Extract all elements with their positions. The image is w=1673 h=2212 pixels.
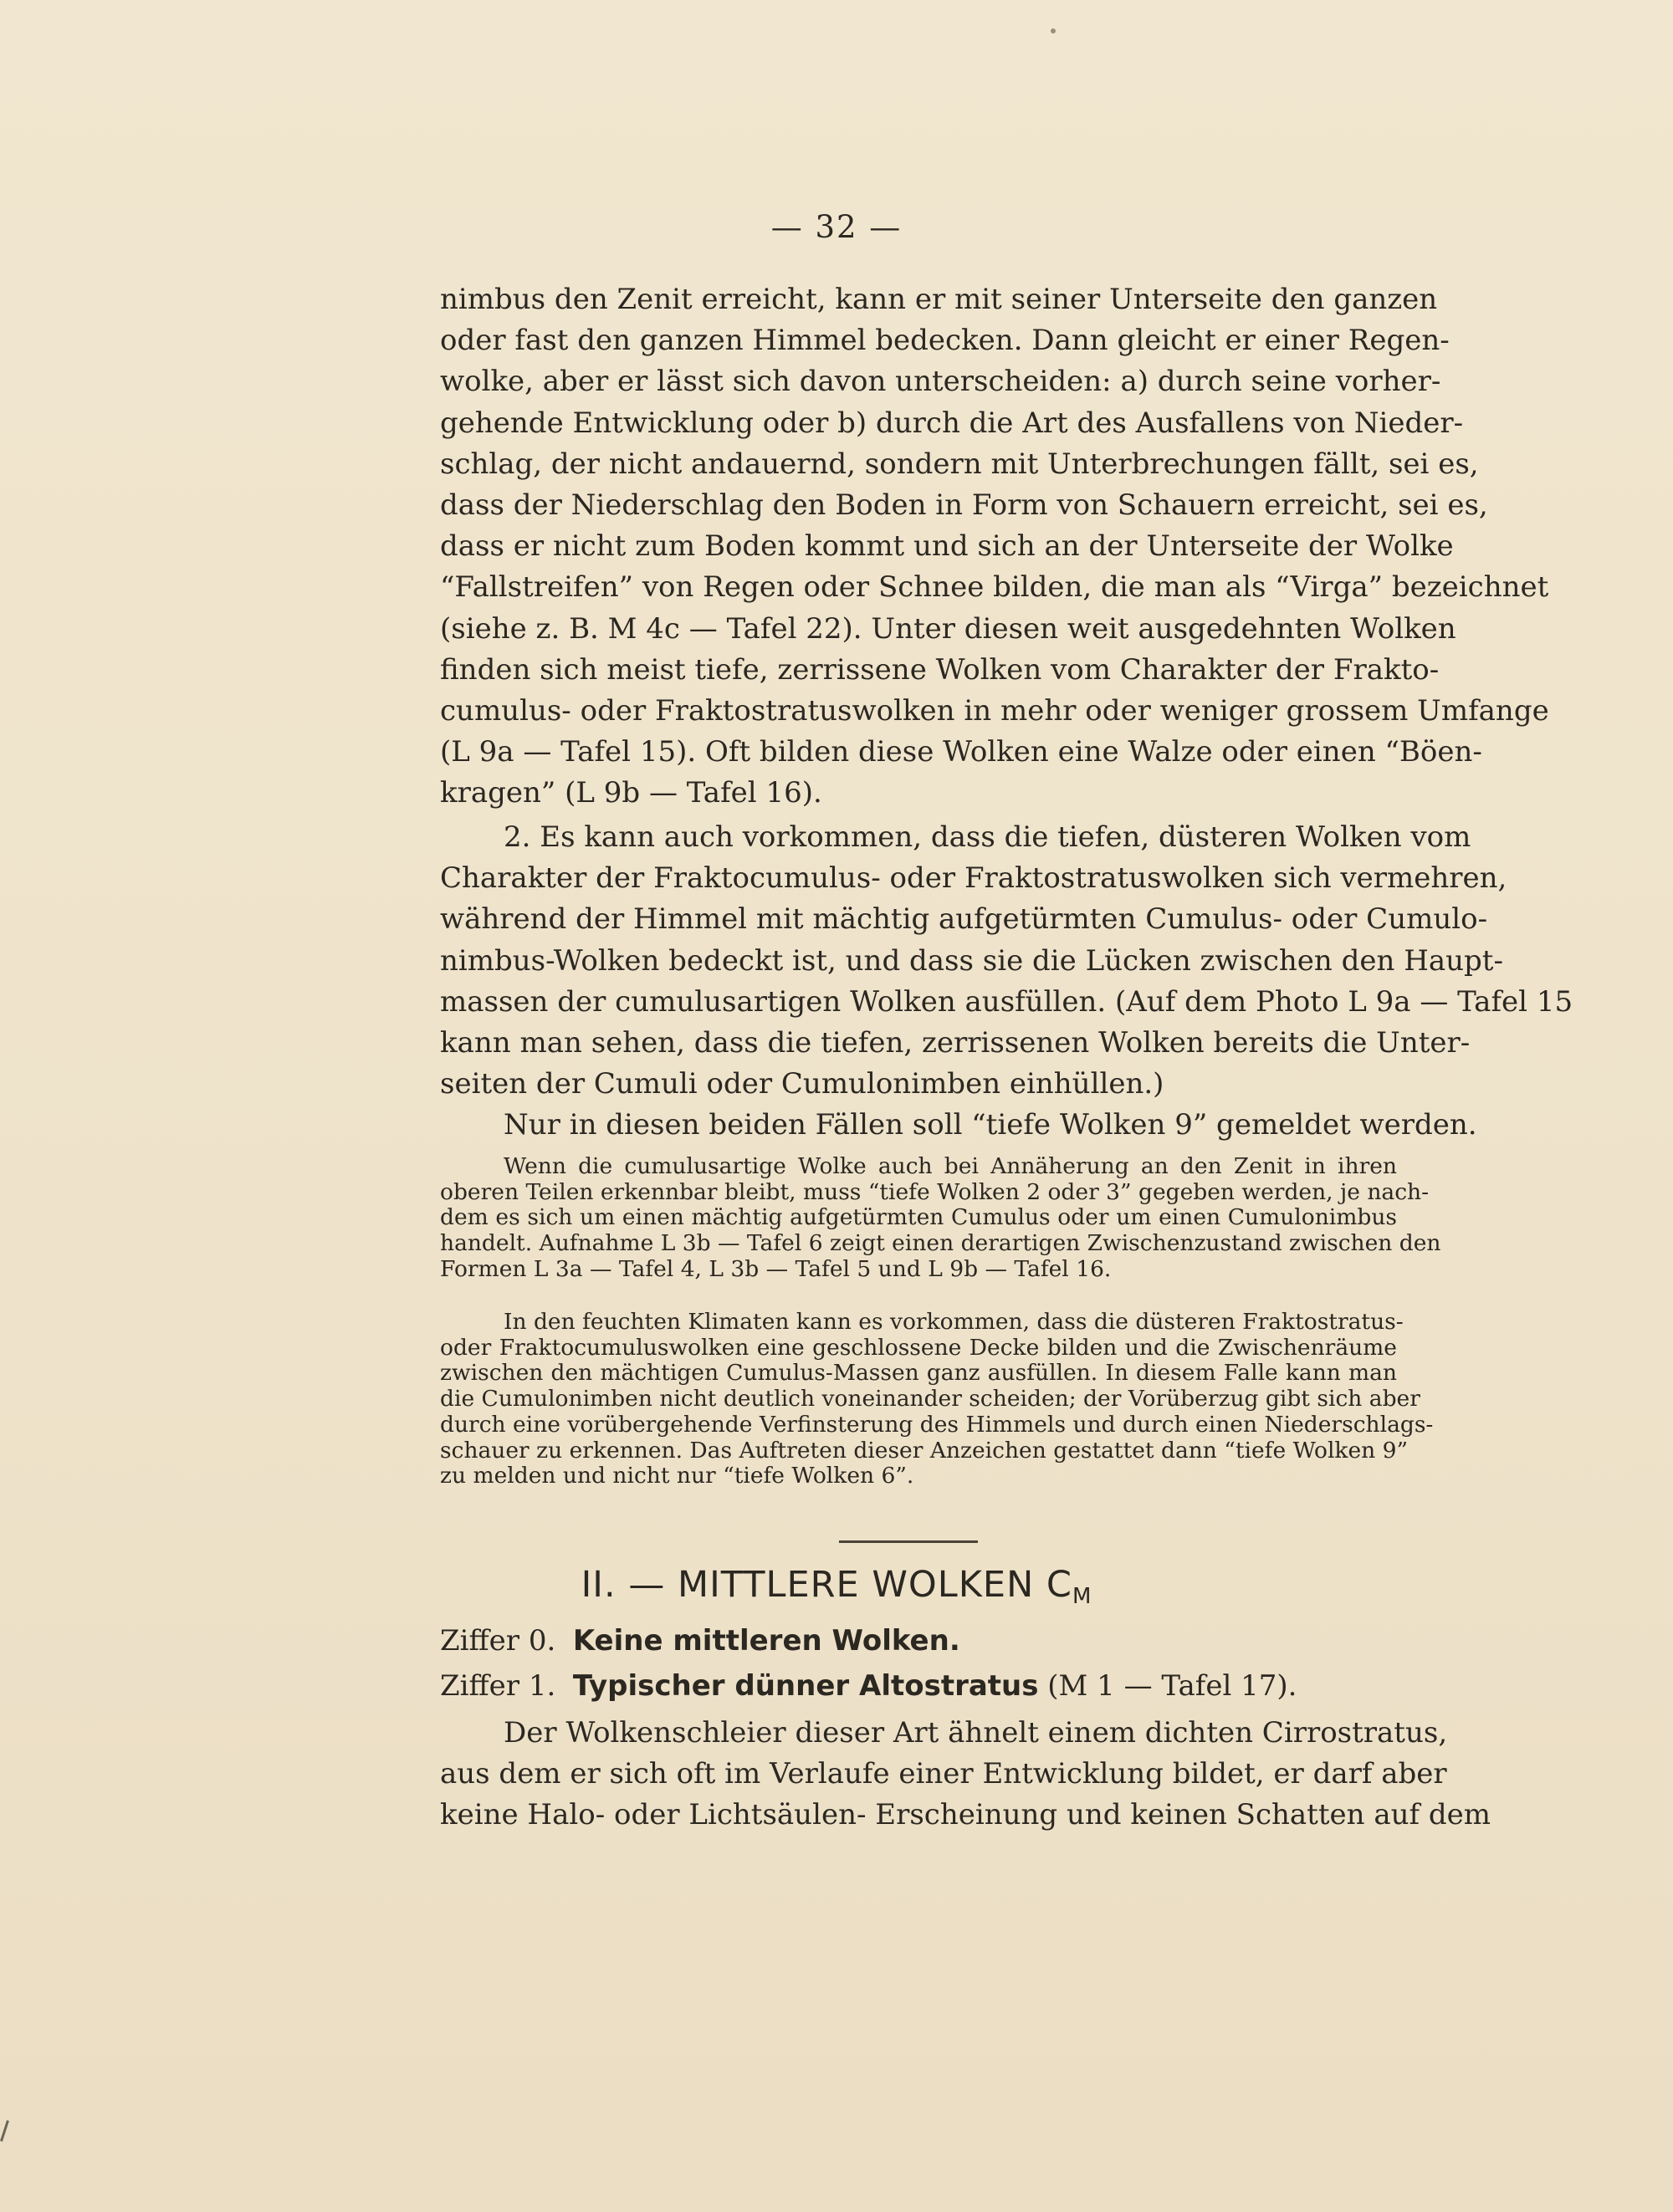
- footnote-2: [440, 1309, 1434, 1489]
- text-line: kann man sehen, dass die tiefen, zerrissenen Wolken bereits die Unter-: [440, 1026, 1471, 1060]
- ink-speck: [1051, 28, 1056, 33]
- text-line: seiten der Cumuli oder Cumulonimben einhüllen.): [440, 1067, 1164, 1101]
- text-line: “Fallstreifen” von Regen oder Schnee bilden, die man als “Virga” bezeichnet: [440, 570, 1549, 605]
- text-line: massen der cumulusartigen Wolken ausfüllen. (Auf dem Photo L 9a — Tafel 15: [440, 984, 1573, 1019]
- note-line: schauer zu erkennen. Das Auftreten dieser Anzeichen gestattet dann “tiefe Wolken 9”: [440, 1437, 1409, 1464]
- ziffer-1: [440, 1669, 1427, 1703]
- text-line: Charakter der Fraktocumulus- oder Fraktostratuswolken sich vermehren,: [440, 861, 1507, 896]
- note-line: Wenn die cumulusartige Wolke auch bei Annäherung an den Zenit in ihren: [504, 1153, 1397, 1179]
- text-line: cumulus- oder Fraktostratuswolken in mehr oder weniger grossem Umfange: [440, 694, 1549, 728]
- section-heading: [0, 1564, 1673, 1609]
- text-line: oder fast den ganzen Himmel bedecken. Dann gleicht er einer Regen-: [440, 324, 1450, 358]
- ziffer-title: Keine mittleren Wolken.: [572, 1624, 960, 1658]
- note-line: zu melden und nicht nur “tiefe Wolken 6”.: [440, 1463, 914, 1489]
- text-line: keine Halo- oder Lichtsäulen- Erscheinung und keinen Schatten auf dem: [440, 1798, 1491, 1832]
- paragraph-1: [440, 279, 1549, 815]
- text-line: 2. Es kann auch vorkommen, dass die tiefen, düsteren Wolken vom: [504, 820, 1471, 854]
- edge-mark: [0, 2120, 9, 2142]
- section-divider: [839, 1540, 978, 1543]
- note-line: Formen L 3a — Tafel 4, L 3b — Tafel 5 und L 9b — Tafel 16.: [440, 1255, 1112, 1282]
- text-line: Der Wolkenschleier dieser Art ähnelt einem dichten Cirrostratus,: [504, 1716, 1448, 1750]
- text-line: dass er nicht zum Boden kommt und sich an der Unterseite der Wolke: [440, 529, 1454, 564]
- ziffer-label: Ziffer 0.: [440, 1624, 556, 1658]
- text-line: aus dem er sich oft im Verlaufe einer Entwicklung bildet, er darf aber: [440, 1757, 1447, 1791]
- note-line: die Cumulonimben nicht deutlich voneinander scheiden; der Vorüberzug gibt sich aber: [440, 1386, 1420, 1413]
- footnote-1: [440, 1153, 1441, 1283]
- text-line: kragen” (L 9b — Tafel 16).: [440, 776, 822, 810]
- text-line: nimbus den Zenit erreicht, kann er mit seiner Unterseite den ganzen: [440, 283, 1438, 316]
- text-line: Nur in diesen beiden Fällen soll “tiefe Wolken 9” gemeldet werden.: [504, 1108, 1477, 1142]
- section-heading-text: II. — MITTLERE WOLKEN C: [581, 1564, 1072, 1606]
- text-line: (siehe z. B. M 4c — Tafel 22). Unter diesen weit ausgedehnten Wolken: [440, 611, 1456, 646]
- text-line: schlag, der nicht andauernd, sondern mit Unterbrechungen fällt, sei es,: [440, 447, 1479, 481]
- text-line: (L 9a — Tafel 15). Oft bilden diese Wolken eine Walze oder einen “Böen-: [440, 735, 1482, 769]
- page-number: — 32 —: [770, 209, 903, 245]
- paragraph-4: [440, 1713, 1491, 1837]
- paragraph-3: [440, 1105, 1477, 1146]
- text-line: wolke, aber er lässt sich davon unterscheiden: a) durch seine vorher-: [440, 365, 1441, 399]
- text-line: gehende Entwicklung oder b) durch die Art des Ausfallens von Nieder-: [440, 406, 1464, 440]
- ziffer-label: Ziffer 1.: [440, 1669, 556, 1703]
- paragraph-2: [440, 817, 1573, 1105]
- text-line: während der Himmel mit mächtig aufgetürmten Cumulus- oder Cumulo-: [440, 902, 1488, 937]
- ziffer-title: Typischer dünner Altostratus: [572, 1669, 1039, 1703]
- note-line: handelt. Aufnahme L 3b — Tafel 6 zeigt einen derartigen Zwischenzustand zwischen den: [440, 1230, 1441, 1257]
- note-line: In den feuchten Klimaten kann es vorkommen, dass die düsteren Fraktostratus-: [504, 1309, 1404, 1335]
- text-line: dass der Niederschlag den Boden in Form von Schauern erreicht, sei es,: [440, 488, 1488, 523]
- section-heading-subscript: M: [1072, 1584, 1092, 1609]
- text-line: finden sich meist tiefe, zerrissene Wolken vom Charakter der Frakto-: [440, 652, 1440, 687]
- note-line: dem es sich um einen mächtig aufgetürmten Cumulus oder um einen Cumulonimbus: [440, 1204, 1397, 1231]
- note-line: oberen Teilen erkennbar bleibt, muss “tiefe Wolken 2 oder 3” gegeben werden, je nach-: [440, 1178, 1430, 1205]
- ziffer-reference: (M 1 — Tafel 17).: [1047, 1669, 1297, 1703]
- text-line: nimbus-Wolken bedeckt ist, und dass sie die Lücken zwischen den Haupt-: [440, 943, 1503, 978]
- note-line: durch eine vorübergehende Verfinsterung des Himmels und durch einen Niederschlags-: [440, 1411, 1434, 1438]
- note-line: zwischen den mächtigen Cumulus-Massen ganz ausfüllen. In diesem Falle kann man: [440, 1360, 1397, 1387]
- note-line: oder Fraktocumuluswolken eine geschlossene Decke bilden und die Zwischenräume: [440, 1334, 1397, 1361]
- ziffer-0: [440, 1624, 1427, 1658]
